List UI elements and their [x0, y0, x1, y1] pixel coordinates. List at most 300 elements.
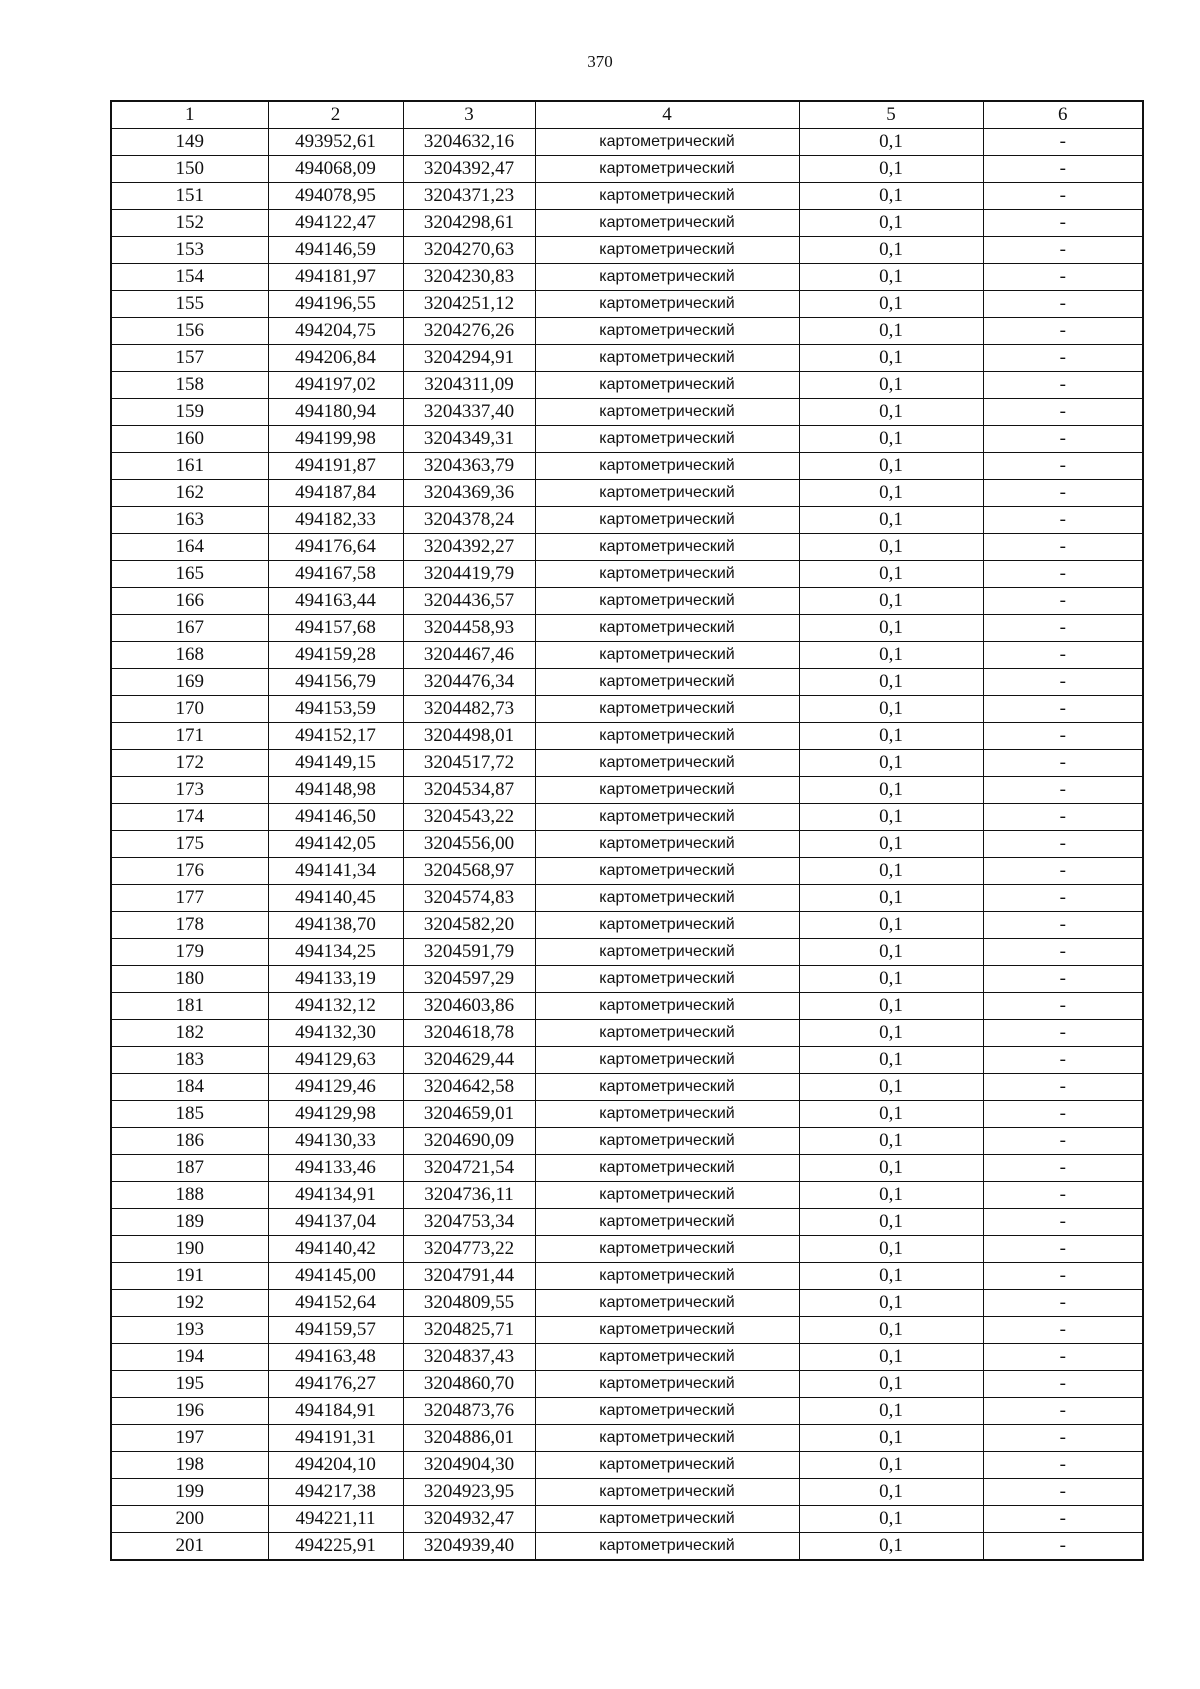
x-coordinate-cell: 494187,84 — [268, 480, 403, 507]
x-coordinate-cell: 494130,33 — [268, 1128, 403, 1155]
point-number-cell: 182 — [111, 1020, 268, 1047]
y-coordinate-cell: 3204498,01 — [403, 723, 535, 750]
note-cell: - — [983, 858, 1143, 885]
accuracy-cell: 0,1 — [799, 156, 983, 183]
table-row — [111, 831, 1143, 858]
note-cell: - — [983, 237, 1143, 264]
accuracy-cell: 0,1 — [799, 507, 983, 534]
note-cell: - — [983, 588, 1143, 615]
method-cell: картометрический — [535, 669, 799, 696]
x-coordinate-cell: 494146,59 — [268, 237, 403, 264]
accuracy-cell: 0,1 — [799, 291, 983, 318]
table-row — [111, 1263, 1143, 1290]
method-cell: картометрический — [535, 1209, 799, 1236]
accuracy-cell: 0,1 — [799, 831, 983, 858]
y-coordinate-cell: 3204568,97 — [403, 858, 535, 885]
method-cell: картометрический — [535, 453, 799, 480]
point-number-cell: 187 — [111, 1155, 268, 1182]
point-number-cell: 150 — [111, 156, 268, 183]
point-number-cell: 160 — [111, 426, 268, 453]
x-coordinate-cell: 494180,94 — [268, 399, 403, 426]
x-coordinate-cell: 494167,58 — [268, 561, 403, 588]
point-number-cell: 162 — [111, 480, 268, 507]
y-coordinate-cell: 3204369,36 — [403, 480, 535, 507]
y-coordinate-cell: 3204270,63 — [403, 237, 535, 264]
method-cell: картометрический — [535, 561, 799, 588]
point-number-cell: 195 — [111, 1371, 268, 1398]
point-number-cell: 167 — [111, 615, 268, 642]
table-row — [111, 1209, 1143, 1236]
accuracy-cell: 0,1 — [799, 453, 983, 480]
table-row — [111, 1425, 1143, 1452]
point-number-cell: 200 — [111, 1506, 268, 1533]
y-coordinate-cell: 3204603,86 — [403, 993, 535, 1020]
note-cell: - — [983, 1317, 1143, 1344]
note-cell: - — [983, 1182, 1143, 1209]
accuracy-cell: 0,1 — [799, 1317, 983, 1344]
accuracy-cell: 0,1 — [799, 210, 983, 237]
accuracy-cell: 0,1 — [799, 777, 983, 804]
note-cell: - — [983, 642, 1143, 669]
note-cell: - — [983, 1155, 1143, 1182]
note-cell: - — [983, 1398, 1143, 1425]
accuracy-cell: 0,1 — [799, 129, 983, 156]
y-coordinate-cell: 3204618,78 — [403, 1020, 535, 1047]
point-number-cell: 161 — [111, 453, 268, 480]
x-coordinate-cell: 494191,31 — [268, 1425, 403, 1452]
method-cell: картометрический — [535, 183, 799, 210]
table-row — [111, 453, 1143, 480]
accuracy-cell: 0,1 — [799, 723, 983, 750]
y-coordinate-cell: 3204837,43 — [403, 1344, 535, 1371]
x-coordinate-cell: 494129,46 — [268, 1074, 403, 1101]
y-coordinate-cell: 3204482,73 — [403, 696, 535, 723]
accuracy-cell: 0,1 — [799, 642, 983, 669]
point-number-cell: 171 — [111, 723, 268, 750]
y-coordinate-cell: 3204860,70 — [403, 1371, 535, 1398]
x-coordinate-cell: 494159,28 — [268, 642, 403, 669]
accuracy-cell: 0,1 — [799, 1290, 983, 1317]
accuracy-cell: 0,1 — [799, 1452, 983, 1479]
y-coordinate-cell: 3204311,09 — [403, 372, 535, 399]
point-number-cell: 184 — [111, 1074, 268, 1101]
table-row — [111, 1452, 1143, 1479]
table-row — [111, 264, 1143, 291]
note-cell: - — [983, 1236, 1143, 1263]
table-row — [111, 1020, 1143, 1047]
y-coordinate-cell: 3204543,22 — [403, 804, 535, 831]
note-cell: - — [983, 912, 1143, 939]
method-cell: картометрический — [535, 1101, 799, 1128]
x-coordinate-cell: 494145,00 — [268, 1263, 403, 1290]
x-coordinate-cell: 494191,87 — [268, 453, 403, 480]
x-coordinate-cell: 494152,64 — [268, 1290, 403, 1317]
method-cell: картометрический — [535, 534, 799, 561]
table-row — [111, 1479, 1143, 1506]
accuracy-cell: 0,1 — [799, 1128, 983, 1155]
table-row — [111, 777, 1143, 804]
note-cell: - — [983, 426, 1143, 453]
x-coordinate-cell: 494134,25 — [268, 939, 403, 966]
note-cell: - — [983, 1128, 1143, 1155]
y-coordinate-cell: 3204517,72 — [403, 750, 535, 777]
x-coordinate-cell: 494149,15 — [268, 750, 403, 777]
y-coordinate-cell: 3204629,44 — [403, 1047, 535, 1074]
x-coordinate-cell: 494078,95 — [268, 183, 403, 210]
header-col-5: 5 — [799, 101, 983, 129]
header-col-6: 6 — [983, 101, 1143, 129]
accuracy-cell: 0,1 — [799, 1263, 983, 1290]
note-cell: - — [983, 183, 1143, 210]
x-coordinate-cell: 494217,38 — [268, 1479, 403, 1506]
y-coordinate-cell: 3204363,79 — [403, 453, 535, 480]
point-number-cell: 159 — [111, 399, 268, 426]
table-header-row — [111, 101, 1143, 129]
method-cell: картометрический — [535, 1479, 799, 1506]
note-cell: - — [983, 1479, 1143, 1506]
point-number-cell: 186 — [111, 1128, 268, 1155]
note-cell: - — [983, 615, 1143, 642]
method-cell: картометрический — [535, 858, 799, 885]
y-coordinate-cell: 3204690,09 — [403, 1128, 535, 1155]
method-cell: картометрический — [535, 1020, 799, 1047]
x-coordinate-cell: 494184,91 — [268, 1398, 403, 1425]
point-number-cell: 196 — [111, 1398, 268, 1425]
table-row — [111, 669, 1143, 696]
y-coordinate-cell: 3204294,91 — [403, 345, 535, 372]
accuracy-cell: 0,1 — [799, 480, 983, 507]
accuracy-cell: 0,1 — [799, 1236, 983, 1263]
accuracy-cell: 0,1 — [799, 534, 983, 561]
accuracy-cell: 0,1 — [799, 1344, 983, 1371]
point-number-cell: 192 — [111, 1290, 268, 1317]
method-cell: картометрический — [535, 966, 799, 993]
header-col-1: 1 — [111, 101, 268, 129]
point-number-cell: 172 — [111, 750, 268, 777]
accuracy-cell: 0,1 — [799, 1074, 983, 1101]
point-number-cell: 164 — [111, 534, 268, 561]
x-coordinate-cell: 494146,50 — [268, 804, 403, 831]
table-row — [111, 939, 1143, 966]
x-coordinate-cell: 494181,97 — [268, 264, 403, 291]
accuracy-cell: 0,1 — [799, 1506, 983, 1533]
x-coordinate-cell: 494129,98 — [268, 1101, 403, 1128]
note-cell: - — [983, 345, 1143, 372]
table-row — [111, 1128, 1143, 1155]
x-coordinate-cell: 494159,57 — [268, 1317, 403, 1344]
note-cell: - — [983, 750, 1143, 777]
x-coordinate-cell: 494182,33 — [268, 507, 403, 534]
x-coordinate-cell: 494132,30 — [268, 1020, 403, 1047]
x-coordinate-cell: 494156,79 — [268, 669, 403, 696]
y-coordinate-cell: 3204574,83 — [403, 885, 535, 912]
method-cell: картометрический — [535, 1371, 799, 1398]
table-row — [111, 966, 1143, 993]
table-row — [111, 1290, 1143, 1317]
method-cell: картометрический — [535, 399, 799, 426]
method-cell: картометрический — [535, 804, 799, 831]
x-coordinate-cell: 494225,91 — [268, 1533, 403, 1561]
y-coordinate-cell: 3204659,01 — [403, 1101, 535, 1128]
note-cell: - — [983, 777, 1143, 804]
accuracy-cell: 0,1 — [799, 264, 983, 291]
table-row — [111, 1101, 1143, 1128]
method-cell: картометрический — [535, 1047, 799, 1074]
y-coordinate-cell: 3204632,16 — [403, 129, 535, 156]
method-cell: картометрический — [535, 588, 799, 615]
note-cell: - — [983, 1506, 1143, 1533]
accuracy-cell: 0,1 — [799, 426, 983, 453]
x-coordinate-cell: 493952,61 — [268, 129, 403, 156]
note-cell: - — [983, 1533, 1143, 1561]
table-row — [111, 237, 1143, 264]
method-cell: картометрический — [535, 1263, 799, 1290]
point-number-cell: 193 — [111, 1317, 268, 1344]
table-row — [111, 1398, 1143, 1425]
point-number-cell: 180 — [111, 966, 268, 993]
x-coordinate-cell: 494176,27 — [268, 1371, 403, 1398]
y-coordinate-cell: 3204251,12 — [403, 291, 535, 318]
x-coordinate-cell: 494221,11 — [268, 1506, 403, 1533]
y-coordinate-cell: 3204476,34 — [403, 669, 535, 696]
accuracy-cell: 0,1 — [799, 1047, 983, 1074]
point-number-cell: 149 — [111, 129, 268, 156]
x-coordinate-cell: 494129,63 — [268, 1047, 403, 1074]
point-number-cell: 175 — [111, 831, 268, 858]
y-coordinate-cell: 3204721,54 — [403, 1155, 535, 1182]
point-number-cell: 158 — [111, 372, 268, 399]
point-number-cell: 153 — [111, 237, 268, 264]
point-number-cell: 168 — [111, 642, 268, 669]
accuracy-cell: 0,1 — [799, 1182, 983, 1209]
y-coordinate-cell: 3204904,30 — [403, 1452, 535, 1479]
point-number-cell: 188 — [111, 1182, 268, 1209]
accuracy-cell: 0,1 — [799, 1371, 983, 1398]
accuracy-cell: 0,1 — [799, 1155, 983, 1182]
accuracy-cell: 0,1 — [799, 1479, 983, 1506]
point-number-cell: 170 — [111, 696, 268, 723]
note-cell: - — [983, 291, 1143, 318]
note-cell: - — [983, 1425, 1143, 1452]
x-coordinate-cell: 494142,05 — [268, 831, 403, 858]
method-cell: картометрический — [535, 993, 799, 1020]
y-coordinate-cell: 3204392,27 — [403, 534, 535, 561]
note-cell: - — [983, 1452, 1143, 1479]
point-number-cell: 176 — [111, 858, 268, 885]
note-cell: - — [983, 993, 1143, 1020]
note-cell: - — [983, 129, 1143, 156]
x-coordinate-cell: 494157,68 — [268, 615, 403, 642]
method-cell: картометрический — [535, 939, 799, 966]
y-coordinate-cell: 3204597,29 — [403, 966, 535, 993]
point-number-cell: 152 — [111, 210, 268, 237]
point-number-cell: 199 — [111, 1479, 268, 1506]
y-coordinate-cell: 3204534,87 — [403, 777, 535, 804]
point-number-cell: 183 — [111, 1047, 268, 1074]
accuracy-cell: 0,1 — [799, 1020, 983, 1047]
y-coordinate-cell: 3204298,61 — [403, 210, 535, 237]
note-cell: - — [983, 399, 1143, 426]
accuracy-cell: 0,1 — [799, 372, 983, 399]
accuracy-cell: 0,1 — [799, 858, 983, 885]
note-cell: - — [983, 669, 1143, 696]
accuracy-cell: 0,1 — [799, 399, 983, 426]
method-cell: картометрический — [535, 1398, 799, 1425]
table-row — [111, 615, 1143, 642]
x-coordinate-cell: 494199,98 — [268, 426, 403, 453]
note-cell: - — [983, 1020, 1143, 1047]
note-cell: - — [983, 696, 1143, 723]
point-number-cell: 185 — [111, 1101, 268, 1128]
y-coordinate-cell: 3204791,44 — [403, 1263, 535, 1290]
point-number-cell: 190 — [111, 1236, 268, 1263]
accuracy-cell: 0,1 — [799, 939, 983, 966]
x-coordinate-cell: 494133,46 — [268, 1155, 403, 1182]
y-coordinate-cell: 3204378,24 — [403, 507, 535, 534]
accuracy-cell: 0,1 — [799, 1425, 983, 1452]
method-cell: картометрический — [535, 696, 799, 723]
note-cell: - — [983, 804, 1143, 831]
x-coordinate-cell: 494133,19 — [268, 966, 403, 993]
y-coordinate-cell: 3204582,20 — [403, 912, 535, 939]
x-coordinate-cell: 494204,10 — [268, 1452, 403, 1479]
method-cell: картометрический — [535, 1155, 799, 1182]
method-cell: картометрический — [535, 1290, 799, 1317]
y-coordinate-cell: 3204458,93 — [403, 615, 535, 642]
method-cell: картометрический — [535, 750, 799, 777]
table-row — [111, 858, 1143, 885]
table-row — [111, 156, 1143, 183]
y-coordinate-cell: 3204642,58 — [403, 1074, 535, 1101]
method-cell: картометрический — [535, 1182, 799, 1209]
point-number-cell: 194 — [111, 1344, 268, 1371]
note-cell: - — [983, 318, 1143, 345]
point-number-cell: 155 — [111, 291, 268, 318]
method-cell: картометрический — [535, 129, 799, 156]
note-cell: - — [983, 939, 1143, 966]
method-cell: картометрический — [535, 1074, 799, 1101]
accuracy-cell: 0,1 — [799, 345, 983, 372]
accuracy-cell: 0,1 — [799, 561, 983, 588]
table-row — [111, 1074, 1143, 1101]
y-coordinate-cell: 3204825,71 — [403, 1317, 535, 1344]
point-number-cell: 177 — [111, 885, 268, 912]
note-cell: - — [983, 534, 1143, 561]
note-cell: - — [983, 1263, 1143, 1290]
x-coordinate-cell: 494204,75 — [268, 318, 403, 345]
y-coordinate-cell: 3204773,22 — [403, 1236, 535, 1263]
table-row — [111, 291, 1143, 318]
note-cell: - — [983, 1344, 1143, 1371]
method-cell: картометрический — [535, 615, 799, 642]
accuracy-cell: 0,1 — [799, 804, 983, 831]
x-coordinate-cell: 494138,70 — [268, 912, 403, 939]
x-coordinate-cell: 494140,42 — [268, 1236, 403, 1263]
method-cell: картометрический — [535, 885, 799, 912]
table-row — [111, 1317, 1143, 1344]
note-cell: - — [983, 210, 1143, 237]
table-row — [111, 1533, 1143, 1561]
accuracy-cell: 0,1 — [799, 750, 983, 777]
method-cell: картометрический — [535, 912, 799, 939]
y-coordinate-cell: 3204923,95 — [403, 1479, 535, 1506]
table-row — [111, 750, 1143, 777]
point-number-cell: 169 — [111, 669, 268, 696]
point-number-cell: 178 — [111, 912, 268, 939]
method-cell: картометрический — [535, 291, 799, 318]
table-row — [111, 372, 1143, 399]
table-row — [111, 1506, 1143, 1533]
note-cell: - — [983, 1047, 1143, 1074]
point-number-cell: 157 — [111, 345, 268, 372]
header-col-2: 2 — [268, 101, 403, 129]
y-coordinate-cell: 3204591,79 — [403, 939, 535, 966]
note-cell: - — [983, 372, 1143, 399]
method-cell: картометрический — [535, 480, 799, 507]
y-coordinate-cell: 3204556,00 — [403, 831, 535, 858]
x-coordinate-cell: 494148,98 — [268, 777, 403, 804]
point-number-cell: 151 — [111, 183, 268, 210]
note-cell: - — [983, 1209, 1143, 1236]
method-cell: картометрический — [535, 777, 799, 804]
accuracy-cell: 0,1 — [799, 1533, 983, 1561]
x-coordinate-cell: 494153,59 — [268, 696, 403, 723]
point-number-cell: 198 — [111, 1452, 268, 1479]
point-number-cell: 165 — [111, 561, 268, 588]
y-coordinate-cell: 3204419,79 — [403, 561, 535, 588]
table-row — [111, 804, 1143, 831]
y-coordinate-cell: 3204230,83 — [403, 264, 535, 291]
method-cell: картометрический — [535, 345, 799, 372]
accuracy-cell: 0,1 — [799, 696, 983, 723]
method-cell: картометрический — [535, 372, 799, 399]
table-row — [111, 696, 1143, 723]
method-cell: картометрический — [535, 507, 799, 534]
table-row — [111, 183, 1143, 210]
y-coordinate-cell: 3204392,47 — [403, 156, 535, 183]
method-cell: картометрический — [535, 1506, 799, 1533]
method-cell: картометрический — [535, 1344, 799, 1371]
method-cell: картометрический — [535, 723, 799, 750]
note-cell: - — [983, 507, 1143, 534]
x-coordinate-cell: 494163,48 — [268, 1344, 403, 1371]
x-coordinate-cell: 494163,44 — [268, 588, 403, 615]
note-cell: - — [983, 1290, 1143, 1317]
point-number-cell: 181 — [111, 993, 268, 1020]
table-row — [111, 507, 1143, 534]
table-row — [111, 993, 1143, 1020]
x-coordinate-cell: 494122,47 — [268, 210, 403, 237]
table-row — [111, 1155, 1143, 1182]
method-cell: картометрический — [535, 210, 799, 237]
x-coordinate-cell: 494137,04 — [268, 1209, 403, 1236]
method-cell: картометрический — [535, 264, 799, 291]
table-row — [111, 912, 1143, 939]
point-number-cell: 163 — [111, 507, 268, 534]
point-number-cell: 154 — [111, 264, 268, 291]
y-coordinate-cell: 3204939,40 — [403, 1533, 535, 1561]
note-cell: - — [983, 831, 1143, 858]
y-coordinate-cell: 3204873,76 — [403, 1398, 535, 1425]
table-row — [111, 1236, 1143, 1263]
method-cell: картометрический — [535, 1425, 799, 1452]
table-row — [111, 588, 1143, 615]
y-coordinate-cell: 3204809,55 — [403, 1290, 535, 1317]
accuracy-cell: 0,1 — [799, 912, 983, 939]
note-cell: - — [983, 453, 1143, 480]
note-cell: - — [983, 264, 1143, 291]
y-coordinate-cell: 3204349,31 — [403, 426, 535, 453]
